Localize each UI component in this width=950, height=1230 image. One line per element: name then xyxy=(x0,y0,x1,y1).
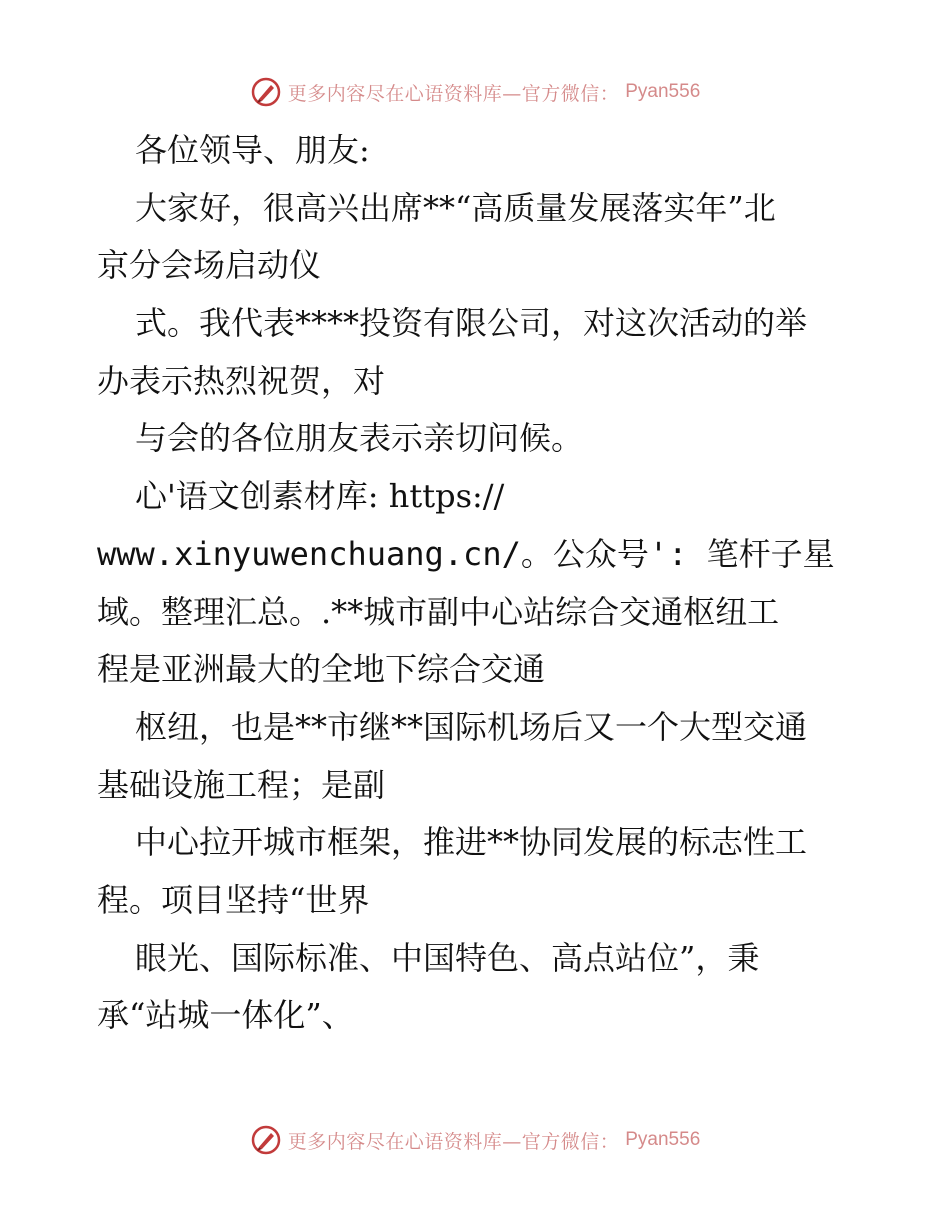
pen-nib-logo-icon xyxy=(250,76,282,108)
body-line: 枢纽，也是**市继**国际机场后又一个大型交通 xyxy=(135,707,808,746)
body-line: 承“站城一体化”、 xyxy=(97,996,354,1035)
body-line: 与会的各位朋友表示亲切问候。 xyxy=(135,419,584,458)
watermark-wechat-id: Pyan556 xyxy=(625,81,701,102)
body-line: 各位领导、朋友: xyxy=(135,131,370,169)
watermark-wechat-id: Pyan556 xyxy=(625,1129,701,1150)
body-line: 大家好，很高兴出席**“高质量发展落实年”北 xyxy=(135,188,776,227)
footer-watermark xyxy=(0,1120,950,1160)
body-line: 基础设施工程；是副 xyxy=(97,765,386,804)
watermark-text: 更多内容尽在心语资料库—官方微信： xyxy=(287,82,620,105)
body-line: 眼光、国际标准、中国特色、高点站位”，秉 xyxy=(135,938,760,977)
body-line: 中心拉开城市框架，推进**协同发展的标志性工 xyxy=(135,823,808,862)
watermark-text: 更多内容尽在心语资料库—官方微信： xyxy=(287,1130,620,1153)
body-line: 程。项目坚持“世界 xyxy=(97,880,370,919)
header-watermark xyxy=(0,72,950,112)
body-line: www.xinyuwenchuang.cn/。公众号': 笔杆子星 xyxy=(97,534,835,573)
body-line: 办表示热烈祝贺，对 xyxy=(97,361,386,400)
body-line: 京分会场启动仪 xyxy=(97,246,322,285)
body-line: 式。我代表****投资有限公司，对这次活动的举 xyxy=(135,304,808,343)
pen-nib-logo-icon xyxy=(250,1124,282,1156)
body-line: 程是亚洲最大的全地下综合交通 xyxy=(97,650,546,689)
body-line: 心'语文创素材库: https:// xyxy=(135,477,505,516)
body-line: 域。整理汇总。.**城市副中心站综合交通枢纽工 xyxy=(97,592,780,631)
document-body xyxy=(97,122,857,1045)
